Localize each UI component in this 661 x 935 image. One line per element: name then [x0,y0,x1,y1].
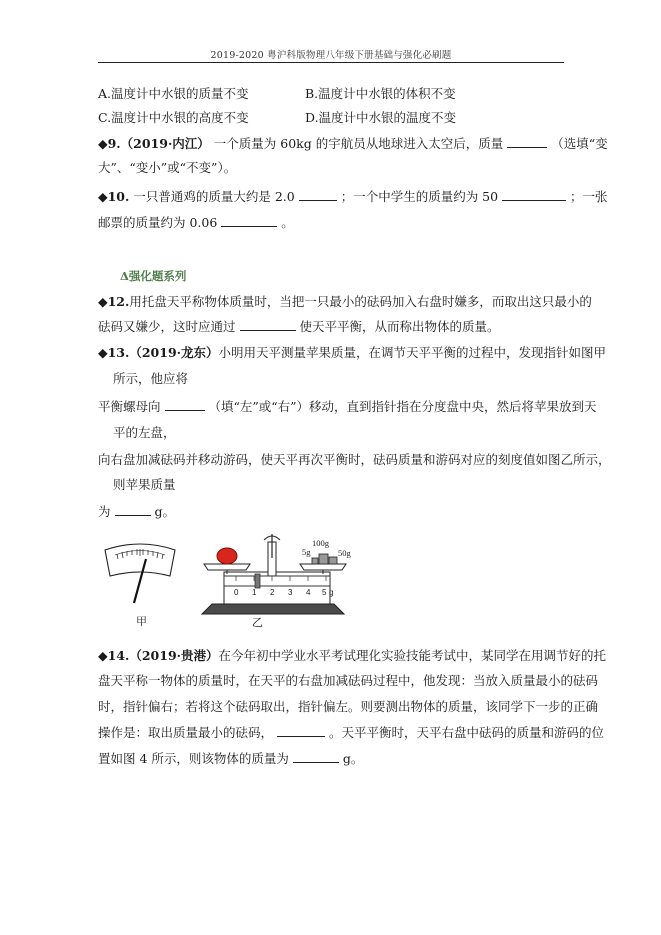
q14-line-5 [98,749,363,769]
q12-text-2: 砝码又嫌少，这时应通过 [98,319,236,334]
q8-option-a: A.温度计中水银的质量不变 [98,86,249,101]
q13-text-5: 平的左盘， [113,425,176,440]
scale-0: 0 [234,588,239,597]
scale-unit: g [329,588,334,597]
q12-line-2 [98,317,500,337]
q8-option-row-1 [98,84,249,104]
q10-text-3: ；一张 [570,189,608,204]
weight-5g [312,558,318,564]
q10-answer-blank-1[interactable] [299,187,337,201]
rider [255,574,260,588]
q9-answer-blank[interactable] [507,134,547,148]
apple [217,548,237,564]
balance-figure [100,528,360,630]
q10-text-2: ；一个中学生的质量约为 50 [340,189,499,204]
q12-answer-blank[interactable] [240,317,296,331]
q14-line-3 [98,697,598,717]
q10-answer-blank-3[interactable] [221,213,277,227]
q10-text-4: 邮票的质量约为 0.06 [98,215,218,230]
q14-text-7: g。 [342,751,364,766]
header-rule [98,62,564,63]
scale-3: 3 [288,588,293,597]
weight-100g [319,554,328,564]
q10-answer-blank-2[interactable] [502,187,566,201]
q12-text-3: 使天平平衡，从而称出物体的质量。 [299,319,500,334]
q13-text-8: 为 [98,504,111,519]
q13-text-7: 则苹果质量 [113,477,176,492]
q13-line-1 [98,343,606,363]
figure-label-a: 甲 [136,616,147,628]
q9-text-3: 大”、“变小”或“不变”）。 [98,160,237,175]
q13-line-3 [98,397,597,417]
section-title: Δ强化题系列 [120,269,187,283]
q14-answer-blank-1[interactable] [277,723,325,737]
q13-line-2 [113,369,188,389]
q13-line-5 [98,450,611,470]
q8-option-d-cell [305,108,456,128]
q13-line-4 [113,423,176,443]
q14-text-5: 。天平平衡时，天平右盘中砝码的质量和游码的位 [328,725,604,740]
figure-label-b: 乙 [252,617,263,629]
balance-scale [202,534,352,629]
q9-line-2 [98,158,236,178]
dial-figure [105,544,175,628]
scale-2: 2 [270,588,275,597]
q9-number: ◆9.（2019·内江） [98,136,210,151]
q9-text-2: （选填“变 [551,136,608,151]
weight-label-5g: 5g [302,547,311,557]
q8-option-b: B.温度计中水银的体积不变 [305,86,456,101]
q13-text-9: g。 [154,504,175,519]
q13-text-6: 向右盘加减砝码并移动游码，使天平再次平衡时，砝码质量和游码对应的刻度值如图乙所示， [98,452,611,467]
q10-text-5: 。 [281,215,294,230]
q13-number: ◆13.（2019·龙东） [98,345,219,360]
q13-answer-blank-1[interactable] [165,397,205,411]
q9-line-1 [98,134,608,154]
q13-line-7 [98,502,175,522]
q8-option-d: D.温度计中水银的温度不变 [305,110,457,125]
scale-1: 1 [252,588,257,597]
q10-text-1: 一只普通鸡的质量大约是 2.0 [133,189,295,204]
q14-text-2: 盘天平称一物体的质量时，在天平的右盘加减砝码过程中，他发现：当放入质量最小的砝码 [98,673,599,688]
weight-50g [329,557,337,564]
q14-text-1: 在今年初中学业水平考试理化实验技能考试中，某同学在用调节好的托 [218,648,607,663]
q14-text-4: 操作是：取出质量最小的砝码， [98,725,274,740]
q13-text-2: 所示，他应将 [113,371,189,386]
q13-text-1: 小明用天平测量苹果质量，在调节天平平衡的过程中，发现指针如图甲 [218,345,607,360]
q14-answer-blank-2[interactable] [293,749,339,763]
q12-text-1: 用托盘天平称物体质量时，当把一只最小的砝码加入右盘时嫌多，而取出这只最小的 [129,294,592,309]
q9-text-1: 一个质量为 60kg 的宇航员从地球进入太空后，质量 [213,136,504,151]
q10-line-2 [98,213,294,233]
q13-answer-blank-2[interactable] [115,502,151,516]
q8-option-b-cell [305,84,456,104]
q13-text-4: （填“左”或“右”）移动，直到指针指在分度盘中央，然后将苹果放到天 [208,399,597,414]
q14-text-6: 置如图 4 所示，则该物体的质量为 [98,751,289,766]
q8-option-row-2 [98,108,249,128]
q13-line-6 [113,475,176,495]
page-header: 2019-2020 粤沪科版物理八年级下册基础与强化必刷题 [210,50,452,61]
q14-line-4 [98,723,604,743]
q10-line-1 [98,187,608,207]
q12-number: ◆12. [98,294,130,309]
q14-line-1 [98,646,606,666]
q14-text-3: 时，指针偏右；若将这个砝码取出，指针偏左。则要测出物体的质量，该同学下一步的正确 [98,699,599,714]
scale-4: 4 [306,588,311,597]
weight-label-50g: 50g [338,548,351,558]
weight-label-100g: 100g [312,538,329,548]
q14-number: ◆14.（2019·贵港） [98,648,219,663]
q13-text-3: 平衡螺母向 [98,399,161,414]
q8-option-c: C.温度计中水银的高度不变 [98,110,249,125]
q12-line-1 [98,292,592,312]
q10-number: ◆10. [98,189,130,204]
q14-line-2 [98,671,598,691]
scale-5: 5 [322,588,327,597]
